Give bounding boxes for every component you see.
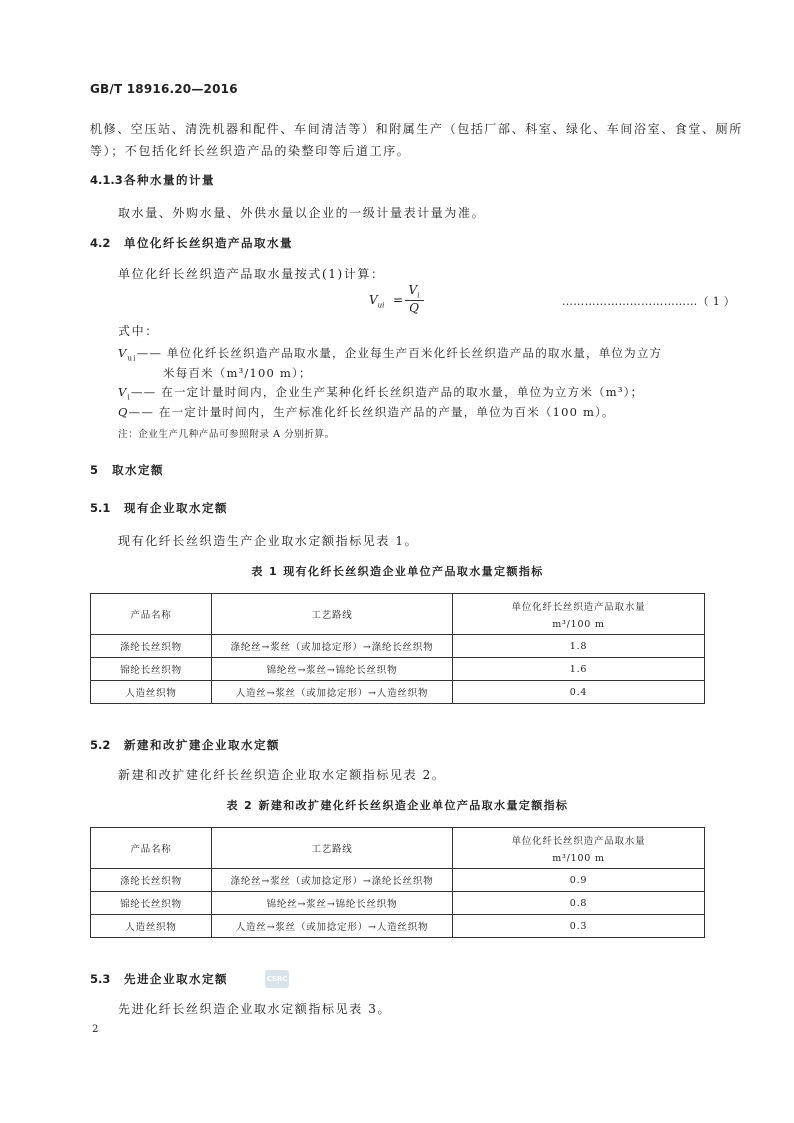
cell-product: 锦纶长丝织物 bbox=[91, 892, 212, 915]
header-process: 工艺路线 bbox=[212, 828, 453, 869]
cell-process: 锦纶丝→浆丝→锦纶长丝织物 bbox=[212, 892, 453, 915]
table-row bbox=[91, 681, 705, 704]
definition-vui-continued: 米每百米（m³/100 m）； bbox=[163, 366, 312, 380]
intro-line-2: 等）；不包括化纤长丝织造产品的染整印等后道工序。 bbox=[90, 144, 411, 158]
cell-product: 涤纶长丝织物 bbox=[91, 635, 212, 658]
table-1 bbox=[90, 593, 705, 704]
section-5-3-heading: 5.3 先进企业取水定额 bbox=[90, 972, 228, 986]
table-header-row bbox=[91, 594, 705, 635]
cell-process: 人造丝→浆丝（或加捻定形）→人造丝织物 bbox=[212, 915, 453, 938]
cell-value: 1.6 bbox=[453, 658, 705, 681]
formula-denominator: Q bbox=[409, 301, 419, 315]
definition-vi: $V_i——$ 在一定计量时间内，企业生产某种化纤长丝织造产品的取水量，单位为立方米（m³）； bbox=[118, 385, 644, 402]
table-row bbox=[91, 658, 705, 681]
header-water-intake: 单位化纤长丝织造产品取水量 m³/100 m bbox=[453, 594, 705, 635]
formula-number: ………………………………（ 1 ） bbox=[562, 295, 736, 308]
cell-product: 涤纶长丝织物 bbox=[91, 869, 212, 892]
cell-process: 锦纶丝→浆丝→锦纶长丝织物 bbox=[212, 658, 453, 681]
section-4-1-3-heading: 4.1.3各种水量的计量 bbox=[90, 173, 215, 187]
standard-number-header: GB/T 18916.20—2016 bbox=[90, 82, 238, 96]
formula-numerator: $V_i$ bbox=[408, 283, 420, 300]
watermark-logo: CSRC bbox=[265, 970, 289, 988]
section-5-heading: 5 取水定额 bbox=[90, 463, 164, 477]
intro-line-1: 机修、空压站、清洗机器和配件、车间清洁等）和附属生产（包括厂部、科室、绿化、车间浴室、食堂、厕所 bbox=[90, 122, 743, 136]
section-4-2-heading: 4.2 单位化纤长丝织造产品取水量 bbox=[90, 236, 293, 250]
cell-value: 0.9 bbox=[453, 869, 705, 892]
header-process: 工艺路线 bbox=[212, 594, 453, 635]
section-5-3-text: 先进化纤长丝织造企业取水定额指标见表 3。 bbox=[118, 1002, 392, 1016]
section-5-1-text: 现有化纤长丝织造生产企业取水定额指标见表 1。 bbox=[118, 534, 419, 548]
section-5-2-heading: 5.2 新建和改扩建企业取水定额 bbox=[90, 738, 280, 752]
cell-product: 人造丝织物 bbox=[91, 681, 212, 704]
header-product: 产品名称 bbox=[91, 594, 212, 635]
section-4-2-text: 单位化纤长丝织造产品取水量按式(1)计算： bbox=[118, 267, 385, 281]
page-number: 2 bbox=[92, 1024, 99, 1035]
cell-value: 1.8 bbox=[453, 635, 705, 658]
cell-product: 锦纶长丝织物 bbox=[91, 658, 212, 681]
table-row bbox=[91, 635, 705, 658]
cell-value: 0.8 bbox=[453, 892, 705, 915]
section-4-1-3-text: 取水量、外购水量、外供水量以企业的一级计量表计量为准。 bbox=[118, 206, 486, 220]
section-5-2-text: 新建和改扩建化纤长丝织造企业取水定额指标见表 2。 bbox=[118, 768, 446, 782]
definition-vui: $V_{ui}——$ 单位化纤长丝织造产品取水量，企业每生产百米化纤长丝织造产品的取水量，单位为立方 bbox=[118, 346, 663, 363]
table-row bbox=[91, 915, 705, 938]
header-product: 产品名称 bbox=[91, 828, 212, 869]
table-row bbox=[91, 869, 705, 892]
cell-process: 涤纶丝→浆丝（或加捻定形）→涤纶长丝织物 bbox=[212, 869, 453, 892]
where-label: 式中： bbox=[118, 324, 159, 338]
table-header-row bbox=[91, 828, 705, 869]
cell-value: 0.4 bbox=[453, 681, 705, 704]
cell-value: 0.3 bbox=[453, 915, 705, 938]
cell-process: 人造丝→浆丝（或加捻定形）→人造丝织物 bbox=[212, 681, 453, 704]
formula-lhs: $V_{ui}$ bbox=[369, 293, 385, 310]
table-2 bbox=[90, 827, 705, 938]
cell-process: 涤纶丝→浆丝（或加捻定形）→涤纶长丝织物 bbox=[212, 635, 453, 658]
header-water-intake: 单位化纤长丝织造产品取水量 m³/100 m bbox=[453, 828, 705, 869]
section-5-1-heading: 5.1 现有企业取水定额 bbox=[90, 501, 228, 515]
definition-q: Q—— 在一定计量时间内，生产标准化纤长丝织造产品的产量，单位为百米（100 m）。 bbox=[118, 405, 615, 419]
table-2-caption: 表 2 新建和改扩建化纤长丝织造企业单位产品取水量定额指标 bbox=[226, 799, 569, 812]
table-1-caption: 表 1 现有化纤长丝织造企业单位产品取水量定额指标 bbox=[251, 565, 544, 578]
cell-product: 人造丝织物 bbox=[91, 915, 212, 938]
note: 注：企业生产几种产品可参照附录 A 分别折算。 bbox=[118, 429, 335, 440]
table-row bbox=[91, 892, 705, 915]
formula-equals: = bbox=[393, 293, 404, 307]
